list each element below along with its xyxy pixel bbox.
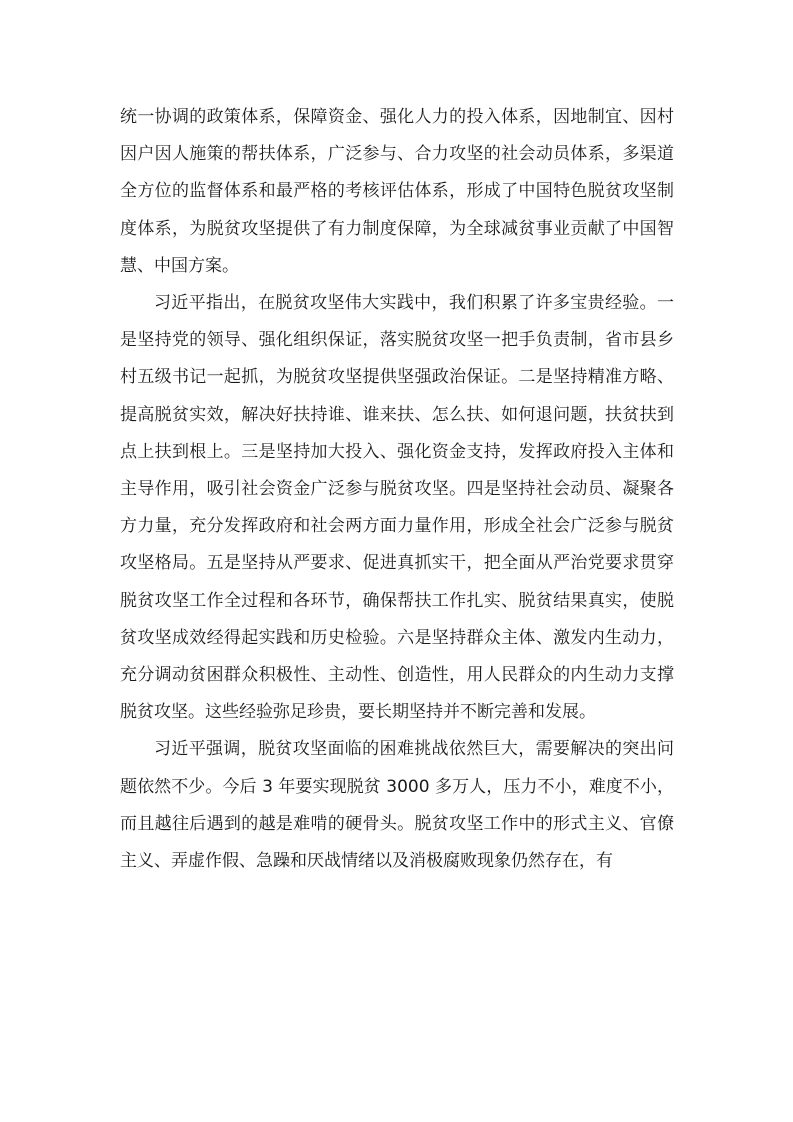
paragraph-1: 统一协调的政策体系，保障资金、强化人力的投入体系，因地制宜、因村因户因人施策的帮扶体系，广泛参与、合力攻坚的社会动员体系，多渠道全方位的监督体系和最严格的考核评估体系，形成了中国特色脱贫攻坚制度体系，为脱贫攻坚提供了有力制度保障，为全球减贫事业贡献了中国智慧、中国方案。 (120, 107, 674, 276)
paragraph-2: 习近平指出，在脱贫攻坚伟大实践中，我们积累了许多宝贵经验。一是坚持党的领导、强化组织保证，落实脱贫攻坚一把手负责制，省市县乡村五级书记一起抓，为脱贫攻坚提供坚强政治保证。二是坚持精准方略、提高脱贫实效，解决好扶持谁、谁来扶、怎么扶、如何退问题，扶贫扶到点上扶到根上。三是坚持加大投入、强化资金支持，发挥政府投入主体和主导作用，吸引社会资金广泛参与脱贫攻坚。四是坚持社会动员、凝聚各方力量，充分发挥政府和社会两方面力量作用，形成全社会广泛参与脱贫攻坚格局。五是坚持从严要求、促进真抓实干，把全面从严治党要求贯穿脱贫攻坚工作全过程和各环节，确保帮扶工作扎实、脱贫结果真实，使脱贫攻坚成效经得起实践和历史检验。六是坚持群众主体、激发内生动力，充分调动贫困群众积极性、主动性、创造性，用人民群众的内生动力支撑脱贫攻坚。这些经验弥足珍贵，要长期坚持并不断完善和发展。 (120, 293, 674, 723)
paragraph-3: 习近平强调，脱贫攻坚面临的困难挑战依然巨大，需要解决的突出问题依然不少。今后 3 年要实现脱贫 3000 多万人，压力不小，难度不小，而且越往后遇到的越是难啃的硬骨头。脱贫攻坚工作中的形式主义、官僚主义、弄虚作假、急躁和厌战情绪以及消极腐败现象仍然存在，有 (120, 739, 674, 872)
document-body (120, 99, 674, 880)
